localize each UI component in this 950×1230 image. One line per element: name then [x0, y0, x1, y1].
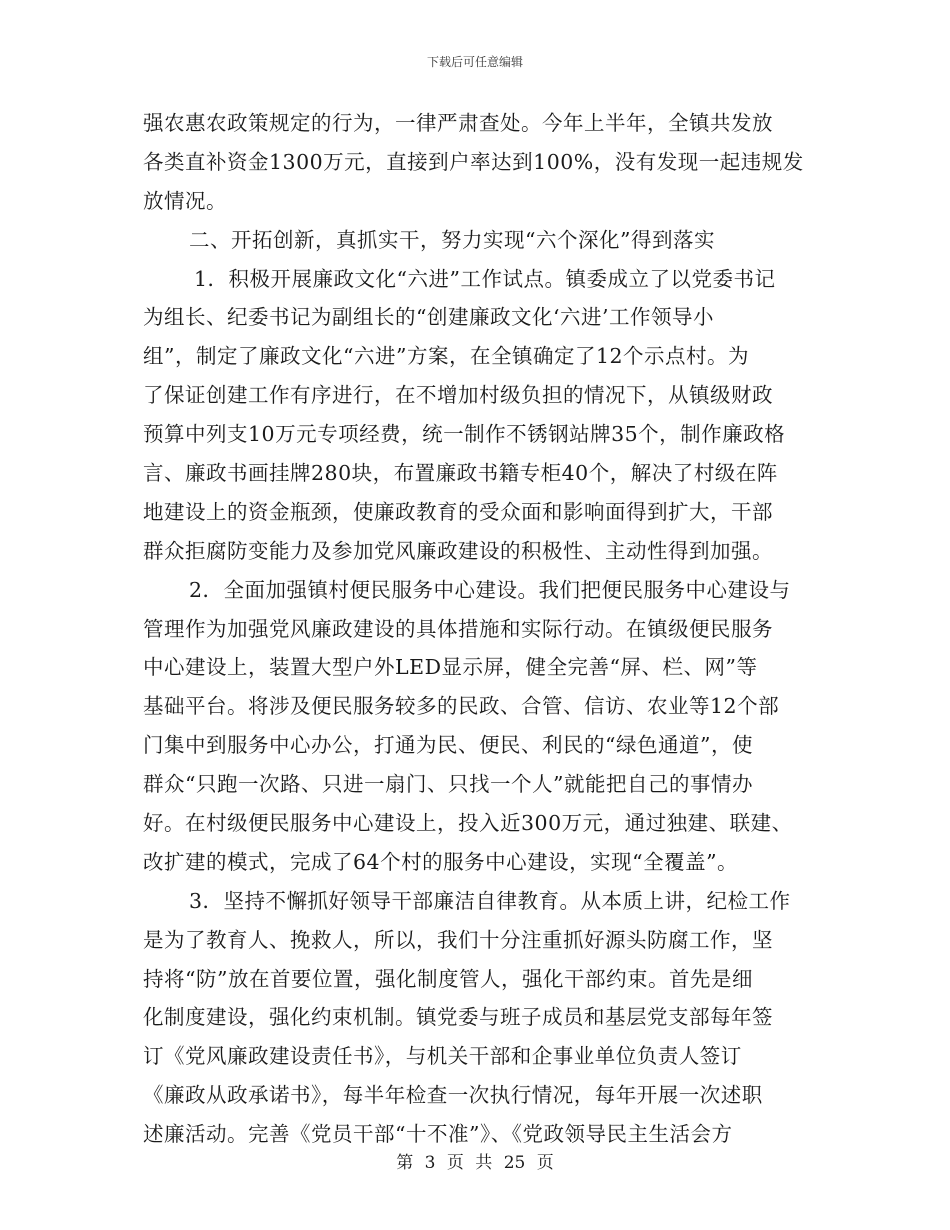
text-line: 基础平台。将涉及便民服务较多的民政、合管、信访、农业等12个部	[143, 694, 780, 719]
text-line: 化制度建设，强化约束机制。镇党委与班子成员和基层党支部每年签	[143, 1005, 773, 1030]
text-line: 1．积极开展廉政文化“六进”工作试点。镇委成立了以党委书记	[194, 266, 776, 291]
text-line: 地建设上的资金瓶颈，使廉政教育的受众面和影响面得到扩大，干部	[143, 499, 773, 524]
document-body	[143, 104, 823, 1154]
text-line: 中心建设上，装置大型户外LED显示屏，健全完善“屏、栏、网”等	[143, 655, 758, 680]
text-line: 预算中列支10万元专项经费，统一制作不锈钢站牌35个，制作廉政格	[143, 422, 786, 447]
text-line: 2．全面加强镇村便民服务中心建设。我们把便民服务中心建设与	[189, 577, 791, 602]
text-line: 管理作为加强党风廉政建设的具体措施和实际行动。在镇级便民服务	[143, 616, 773, 641]
text-line: 强农惠农政策规定的行为，一律严肃查处。今年上半年，全镇共发放	[143, 111, 773, 135]
text-line: 群众拒腐防变能力及参加党风廉政建设的积极性、主动性得到加强。	[143, 538, 773, 563]
text-line: 为组长、纪委书记为副组长的“创建廉政文化‘六进’工作领导小	[143, 305, 715, 330]
text-line: 改扩建的模式，完成了64个村的服务中心建设，实现“全覆盖”。	[143, 849, 739, 874]
text-line: 好。在村级便民服务中心建设上，投入近300万元，通过独建、联建、	[143, 811, 793, 836]
text-line: 各类直补资金1300万元，直接到户率达到100%，没有发现一起违规发	[143, 149, 804, 174]
text-line: 是为了教育人、挽救人，所以，我们十分注重抓好源头防腐工作，坚	[143, 927, 773, 952]
section-heading: 二、开拓创新，真抓实干，努力实现“六个深化”得到落实	[189, 227, 715, 252]
text-line: 群众“只跑一次路、只进一扇门、只找一个人”就能把自己的事情办	[143, 772, 753, 797]
page-footer: 第 3 页 共 25 页	[396, 1153, 554, 1173]
text-line: 门集中到服务中心办公，打通为民、便民、利民的“绿色通道”，使	[143, 733, 753, 758]
text-line: 放情况。	[143, 188, 227, 213]
text-line: 言、廉政书画挂牌280块，布置廉政书籍专柜40个，解决了村级在阵	[143, 461, 778, 486]
text-line: 订《党风廉政建设责任书》，与机关干部和企事业单位负责人签订	[143, 1044, 742, 1069]
text-line: 《廉政从政承诺书》，每半年检查一次执行情况，每年开展一次述职	[143, 1083, 763, 1108]
text-line: 了保证创建工作有序进行，在不增加村级负担的情况下，从镇级财政	[143, 383, 773, 408]
text-line: 组”，制定了廉政文化“六进”方案，在全镇确定了12个示点村。为	[143, 344, 750, 369]
text-line: 述廉活动。完善《党员干部“十不准”》、《党政领导民主生活会方	[143, 1122, 733, 1147]
text-line: 持将“防”放在首要位置，强化制度管人，强化干部约束。首先是细	[143, 966, 753, 991]
page-header: 下载后可任意编辑	[426, 55, 523, 69]
text-line: 3．坚持不懈抓好领导干部廉洁自律教育。从本质上讲，纪检工作	[189, 888, 791, 913]
